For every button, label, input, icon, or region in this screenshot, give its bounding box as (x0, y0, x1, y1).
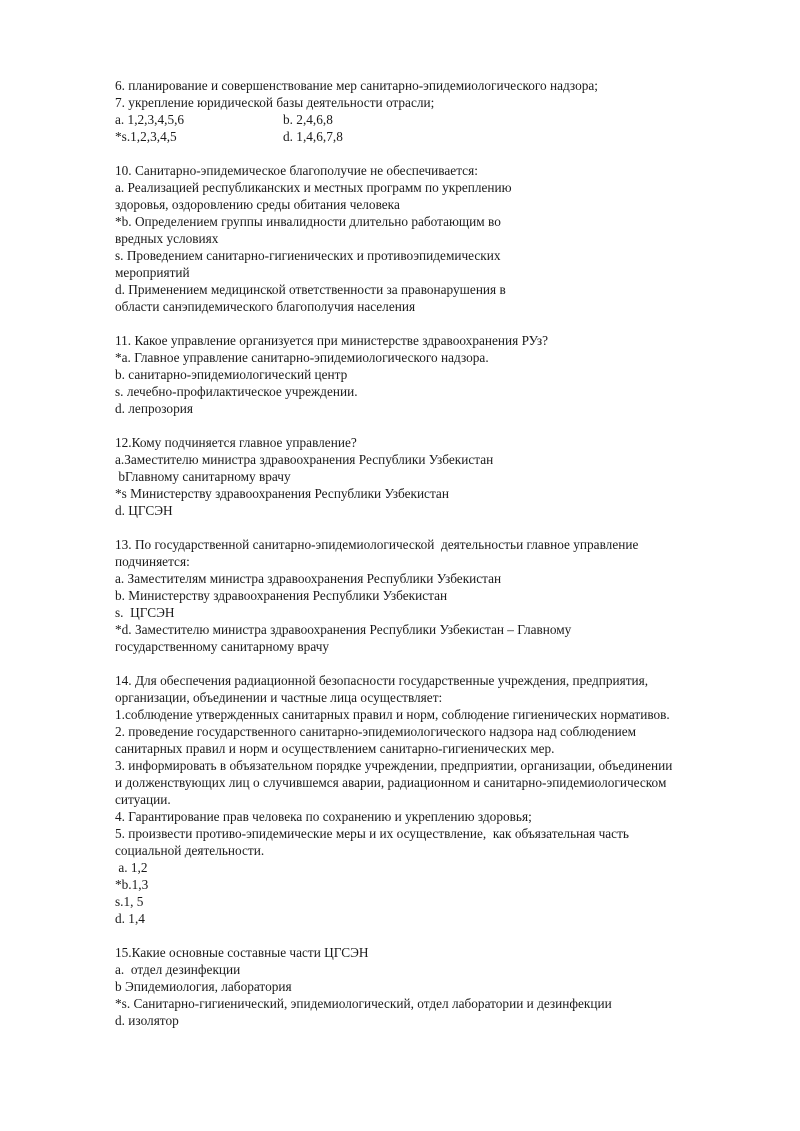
text-line: a. Реализацией республиканских и местных программ по укреплению (115, 180, 512, 195)
text-line: d. 1,4 (115, 911, 145, 926)
question-title: 10. Санитарно-эпидемическое благополучие не обеспечивается: (115, 163, 478, 178)
text-line: a. отдел дезинфекции (115, 962, 241, 977)
option-s: *s.1,2,3,4,5 (115, 129, 177, 144)
text-line: 6. планирование и совершенствование мер санитарно-эпидемиологического надзора; (115, 78, 598, 93)
text-line: b Эпидемиология, лаборатория (115, 979, 292, 994)
question-title: 14. Для обеспечения радиационной безопасности государственные учреждения, предприятия, (115, 673, 649, 688)
text-line: 1.соблюдение утвержденных санитарных правил и норм, соблюдение гигиенических нормативов. (115, 707, 670, 722)
text-line: санитарных правил и норм и осуществлением санитарно-гигиенических мер. (115, 741, 555, 756)
text-line: государственному санитарному врачу (115, 639, 330, 654)
text-line: 2. проведение государственного санитарно-эпидемиологического надзора над соблюдением (115, 724, 637, 739)
question-block-15 (115, 944, 755, 1029)
text-line: *a. Главное управление санитарно-эпидемиологического надзора. (115, 350, 489, 365)
options-row (115, 111, 755, 128)
text-line: подчиняется: (115, 554, 190, 569)
text-line: s. Проведением санитарно-гигиенических и противоэпидемических (115, 248, 501, 263)
text-line: bГлавному санитарному врачу (115, 469, 291, 484)
text-line: s. ЦГСЭН (115, 605, 175, 620)
question-title: 12.Кому подчиняется главное управление? (115, 435, 357, 450)
text-line: d. изолятор (115, 1013, 179, 1028)
question-title: 15.Какие основные составные части ЦГСЭН (115, 945, 369, 960)
question-title: 11. Какое управление организуется при министерстве здравоохранения РУз? (115, 333, 549, 348)
text-line: 5. произвести противо-эпидемические меры и их осуществление, как объязательная часть (115, 826, 629, 841)
text-line: и долженствующих лиц о случившемся аварии, радиационном и санитарно-эпидемиологическом (115, 775, 667, 790)
document-page (115, 77, 755, 1046)
text-line: социальной деятельности. (115, 843, 265, 858)
question-block-10 (115, 162, 755, 315)
text-line: d. Применением медицинской ответственности за правонарушения в (115, 282, 506, 297)
text-line: мероприятий (115, 265, 190, 280)
text-line: a. 1,2 (115, 860, 148, 875)
text-line: s.1, 5 (115, 894, 144, 909)
text-line: *s. Санитарно-гигиенический, эпидемиологический, отдел лаборатории и дезинфекции (115, 996, 612, 1011)
text-line: 4. Гарантирование прав человека по сохранению и укреплению здоровья; (115, 809, 532, 824)
options-row (115, 128, 755, 145)
text-line: a. Заместителям министра здравоохранения Республики Узбекистан (115, 571, 502, 586)
text-line: d. ЦГСЭН (115, 503, 173, 518)
option-d: d. 1,4,6,7,8 (283, 129, 343, 144)
question-block-11 (115, 332, 755, 417)
text-line: b. Министерству здравоохранения Республики Узбекистан (115, 588, 448, 603)
text-line: вредных условиях (115, 231, 219, 246)
question-block-12 (115, 434, 755, 519)
question-title: 13. По государственной санитарно-эпидемиологической деятельностьи главное управление (115, 537, 639, 552)
question-block-13 (115, 536, 755, 655)
text-line: *b.1,3 (115, 877, 149, 892)
text-line: d. лепрозория (115, 401, 193, 416)
text-line: a.Заместителю министра здравоохранения Республики Узбекистан (115, 452, 494, 467)
question-block-14 (115, 672, 755, 927)
option-a: a. 1,2,3,4,5,6 (115, 112, 185, 127)
text-line: 3. информировать в объязательном порядке учреждении, предприятии, организации, объединении (115, 758, 673, 773)
text-line: s. лечебно-профилактическое учреждении. (115, 384, 358, 399)
question-block-prev (115, 77, 755, 145)
text-line: области санэпидемического благополучия населения (115, 299, 416, 314)
text-line: здоровья, оздоровлению среды обитания человека (115, 197, 400, 212)
text-line: *s Министерству здравоохранения Республики Узбекистан (115, 486, 449, 501)
text-line: b. санитарно-эпидемиологический центр (115, 367, 348, 382)
text-line: *d. Заместителю министра здравоохранения Республики Узбекистан – Главному (115, 622, 572, 637)
text-line: организации, объединении и частные лица осуществляет: (115, 690, 443, 705)
text-line: ситуации. (115, 792, 171, 807)
text-line: 7. укрепление юридической базы деятельности отрасли; (115, 95, 435, 110)
text-line: *b. Определением группы инвалидности длительно работающим во (115, 214, 501, 229)
option-b: b. 2,4,6,8 (283, 112, 333, 127)
